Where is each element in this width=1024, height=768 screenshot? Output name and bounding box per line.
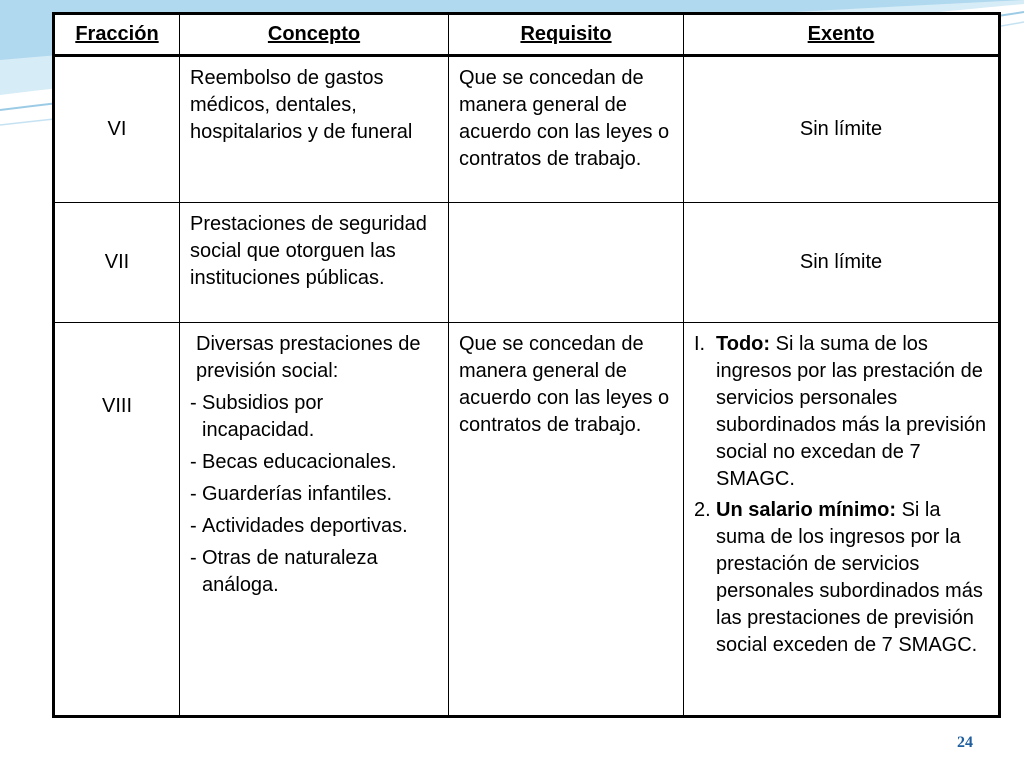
cell-requisito: Que se concedan de manera general de acuerdo con las leyes o contratos de trabajo. [449,56,684,203]
concepto-intro: Diversas prestaciones de previsión social: [196,333,421,382]
table-row [54,323,1000,717]
exento-item [694,331,988,493]
exento-item-text: Si la suma de los ingresos por las prestación de servicios personales subordinados más la previsión social no excedan de 7 SMAGC. [716,333,987,490]
list-item: - Actividades deportivas. [190,515,408,537]
table-row [54,203,1000,323]
concepto-list [190,390,438,599]
header-concepto: Concepto [180,14,449,56]
header-fraccion: Fracción [54,14,180,56]
list-item: - Guarderías infantiles. [190,483,393,505]
exento-item [694,497,988,659]
list-item: - Otras de naturaleza análoga. [190,547,378,596]
exemption-table [52,12,1001,718]
header-row [54,14,1000,56]
exento-item-number: I. [694,333,706,355]
header-exento: Exento [684,14,1000,56]
cell-concepto: Reembolso de gastos médicos, dentales, hospitalarios y de funeral [180,56,449,203]
cell-concepto: Prestaciones de seguridad social que otorguen las instituciones públicas. [180,203,449,323]
exento-item-text: Si la suma de los ingresos por la prestación de servicios personales subordinados más las prestaciones de previsión social exceden de 7 SMAGC. [716,499,983,656]
list-item: - Becas educacionales. [190,451,397,473]
cell-fraccion: VI [54,56,180,203]
table-row [54,56,1000,203]
list-item: - Subsidios por incapacidad. [190,392,324,441]
cell-fraccion: VIII [54,323,180,717]
cell-concepto [180,323,449,717]
cell-exento: Sin límite [684,203,1000,323]
cell-exento: Sin límite [684,56,1000,203]
exento-item-number: 2. [694,499,711,521]
cell-fraccion: VII [54,203,180,323]
exento-item-bold: Todo: [716,333,771,355]
header-requisito: Requisito [449,14,684,56]
cell-requisito [449,203,684,323]
exento-item-bold: Un salario mínimo: [716,499,897,521]
page-number: 24 [957,734,973,751]
cell-requisito: Que se concedan de manera general de acuerdo con las leyes o contratos de trabajo. [449,323,684,717]
cell-exento [684,323,1000,717]
